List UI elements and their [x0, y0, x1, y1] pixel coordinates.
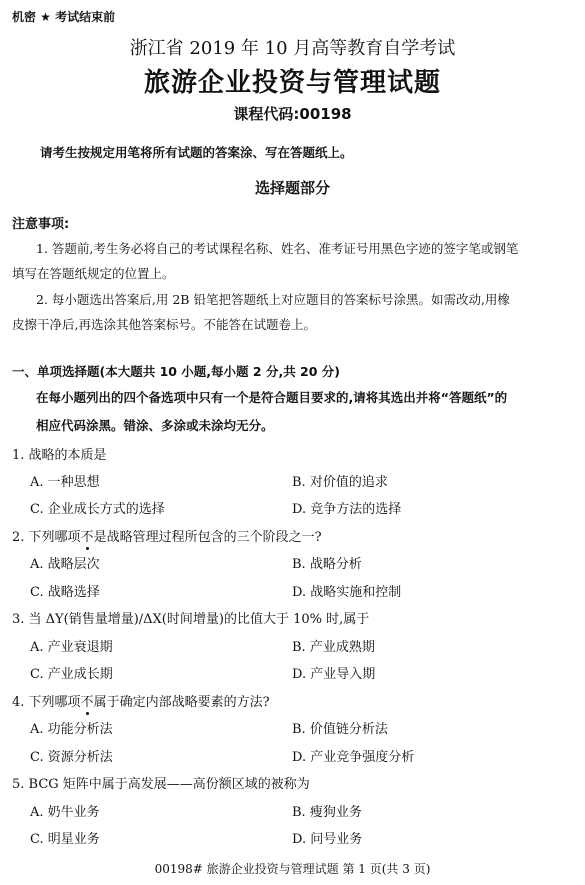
question-3-stem: 3. 当 ΔY(销售量增量)/ΔX(时间增量)的比值大于 10% 时,属于: [12, 612, 370, 627]
question-4-stem-pre: 4. 下列哪项: [12, 695, 81, 710]
exam-instruction: 请考生按规定用笔将所有试题的答案涂、写在答题纸上。: [40, 145, 353, 160]
mc-description-line-2: 相应代码涂黑。错涂、多涂或未涂均无分。: [36, 418, 274, 433]
question-1-option-b: B. 对价值的追求: [292, 475, 388, 490]
question-4-option-a: A. 功能分析法: [30, 722, 113, 737]
question-2-stem-pre: 2. 下列哪项: [12, 530, 81, 545]
exam-title: 浙江省 2019 年 10 月高等教育自学考试: [129, 38, 456, 59]
question-4-emphasis: 不: [80, 695, 94, 710]
question-2-option-b: B. 战略分析: [292, 557, 362, 572]
question-2-stem-post: 是战略管理过程所包含的三个阶段之一?: [93, 530, 322, 545]
question-5-option-a: A. 奶牛业务: [30, 805, 100, 820]
note-line-1-cont: 填写在答题纸规定的位置上。: [12, 266, 175, 281]
question-1-option-c: C. 企业成长方式的选择: [30, 502, 165, 517]
question-4-stem: [12, 691, 270, 710]
notes-heading: 注意事项:: [12, 217, 70, 232]
question-2-option-c: C. 战略选择: [30, 585, 100, 600]
question-2-option-a: A. 战略层次: [30, 557, 100, 572]
section-title: 选择题部分: [254, 179, 330, 197]
mc-section-heading: 一、单项选择题(本大题共 10 小题,每小题 2 分,共 20 分): [12, 364, 341, 379]
question-3-option-b: B. 产业成熟期: [292, 640, 375, 655]
question-4-option-c: C. 资源分析法: [30, 750, 113, 765]
question-4-option-d: D. 产业竞争强度分析: [292, 750, 415, 765]
question-5-option-d: D. 问号业务: [292, 832, 363, 847]
question-5-option-c: C. 明星业务: [30, 832, 100, 847]
question-1-option-a: A. 一种思想: [30, 475, 100, 490]
note-line-1: 1. 答题前,考生务必将自己的考试课程名称、姓名、准考证号用黑色字迹的签字笔或钢笔: [36, 241, 519, 256]
question-4-option-b: B. 价值链分析法: [292, 722, 388, 737]
course-code: 课程代码:00198: [233, 105, 352, 123]
confidential-label: 机密 ★ 考试结束前: [12, 10, 116, 24]
question-1-option-d: D. 竞争方法的选择: [292, 502, 402, 517]
question-5-stem: 5. BCG 矩阵中属于高发展——高份额区域的被称为: [12, 777, 310, 792]
note-line-2: 2. 每小题选出答案后,用 2B 铅笔把答题纸上对应题目的答案标号涂黑。如需改动,用橡: [36, 292, 510, 307]
mc-description-line-1: 在每小题列出的四个备选项中只有一个是符合题目要求的,请将其选出并将“答题纸”的: [36, 390, 508, 405]
question-2-stem: [12, 526, 322, 545]
question-2-emphasis: 不: [80, 530, 94, 545]
question-5-option-b: B. 瘦狗业务: [292, 805, 362, 820]
page-footer: 00198# 旅游企业投资与管理试题 第 1 页(共 3 页): [154, 862, 431, 876]
question-2-option-d: D. 战略实施和控制: [292, 585, 402, 600]
question-4-stem-post: 属于确定内部战略要素的方法?: [93, 695, 270, 710]
question-3-option-d: D. 产业导入期: [292, 667, 376, 682]
question-1-stem: 1. 战略的本质是: [12, 448, 107, 463]
question-3-option-c: C. 产业成长期: [30, 667, 113, 682]
note-line-2-cont: 皮擦干净后,再选涂其他答案标号。不能答在试题卷上。: [12, 317, 316, 332]
question-3-option-a: A. 产业衰退期: [30, 640, 113, 655]
paper-title: 旅游企业投资与管理试题: [143, 68, 441, 98]
